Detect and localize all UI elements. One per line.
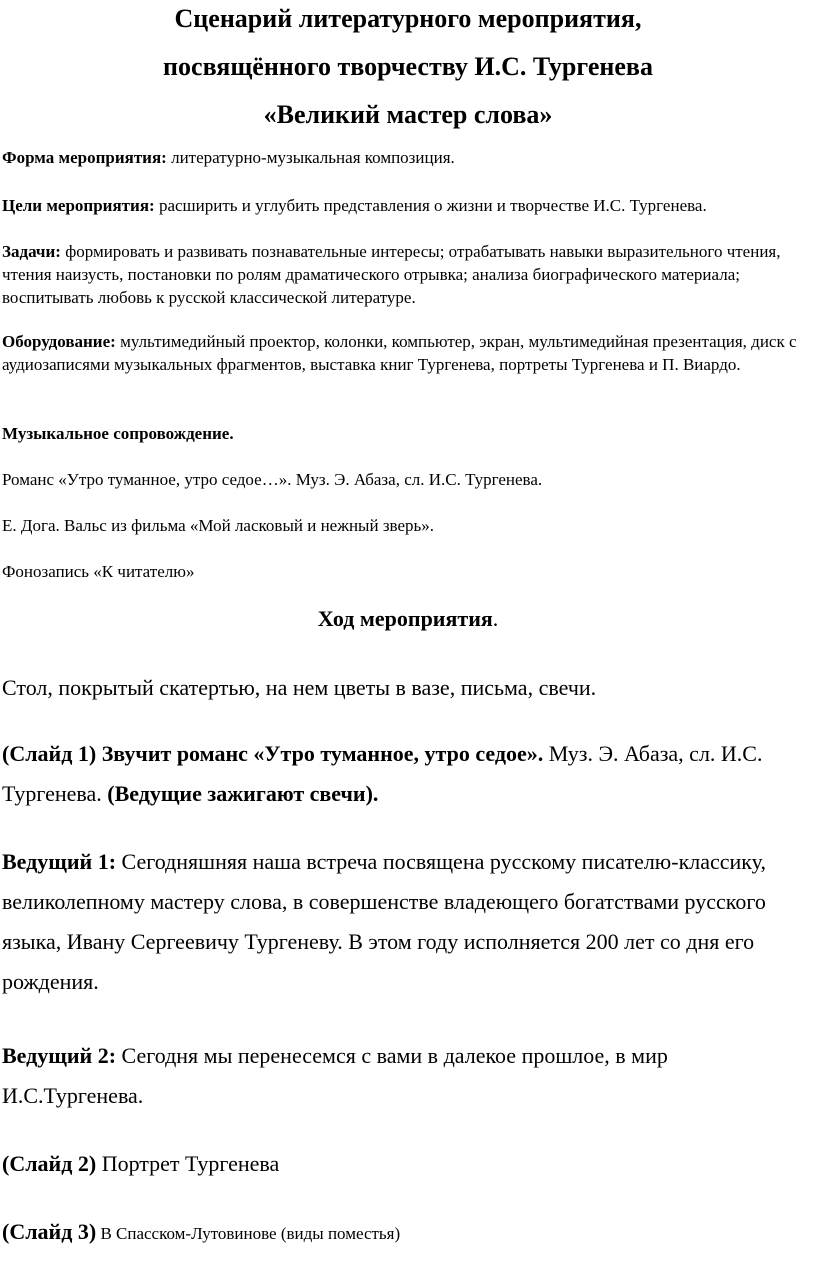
scene-paragraph: Стол, покрытый скатертью, на нем цветы в вазе, письма, свечи. [2,675,597,700]
slide1-paragraph [2,734,810,814]
host1-paragraph [2,842,810,1002]
host2-paragraph [2,1036,810,1116]
progress-heading: Ход мероприятия. [317,606,499,631]
slide3-text: В Спасском-Лутовинове (виды поместья) [96,1224,401,1243]
title-line-3: «Великий мастер слова» [263,100,553,129]
host1-label: Ведущий 1: [2,849,117,874]
slide3-label: (Слайд 3) [2,1219,97,1244]
music-item-1: Романс «Утро туманное, утро седое…». Муз. Э. Абаза, сл. И.С. Тургенева. [2,470,543,489]
tasks-text: формировать и развивать познавательные интересы; отрабатывать навыки выразительного чтения, чтения наизусть, постановки по ролям драматического отрывка; анализа биографического материала; воспитывать любовь к русской классической литературе. [2,242,781,307]
form-label: Форма мероприятия: [2,148,167,167]
tasks-label: Задачи: [2,242,61,261]
title-line-2: посвящённого творчеству И.С. Тургенева [163,52,653,81]
host1-text: Сегодняшняя наша встреча посвящена русскому писателю-классику, великолепному мастеру слова, в совершенстве владеющего богатствами русского языка, Ивану Сергеевичу Тургеневу. В этом году исполняется 200 лет со дня его рождения. [2,849,766,994]
goals-label: Цели мероприятия: [2,196,155,215]
slide1-bold-2: (Ведущие зажигают свечи). [107,781,379,806]
tasks-paragraph [2,240,810,309]
host2-label: Ведущий 2: [2,1043,117,1068]
slide1-normal: Муз. Э. Абаза, сл. И.С. Тургенева. [2,741,763,806]
goals-paragraph [2,194,810,217]
host2-text: Сегодня мы перенесемся с вами в далекое прошлое, в мир И.С.Тургенева. [2,1043,668,1108]
equipment-paragraph [2,330,810,376]
music-item-2: Е. Дога. Вальс из фильма «Мой ласковый и нежный зверь». [2,516,435,535]
slide2-text: Портрет Тургенева [96,1151,280,1176]
music-heading: Музыкальное сопровождение. [2,424,234,443]
slide2-paragraph [2,1144,810,1184]
equipment-text: мультимедийный проектор, колонки, компьютер, экран, мультимедийная презентация, диск с аудиозаписями музыкальных фрагментов, выставка книг Тургенева, портреты Тургенева и П. Виардо. [2,332,797,374]
equipment-label: Оборудование: [2,332,116,351]
slide2-label: (Слайд 2) [2,1151,97,1176]
slide1-bold-1: (Слайд 1) Звучит романс «Утро туманное, утро седое». [2,741,544,766]
goals-text: расширить и углубить представления о жизни и творчестве И.С. Тургенева. [154,196,707,215]
form-paragraph [2,146,810,169]
music-item-3: Фонозапись «К читателю» [2,562,195,581]
title-line-1: Сценарий литературного мероприятия, [174,4,642,33]
form-text: литературно-музыкальная композиция. [166,148,455,167]
slide3-paragraph [2,1212,810,1254]
